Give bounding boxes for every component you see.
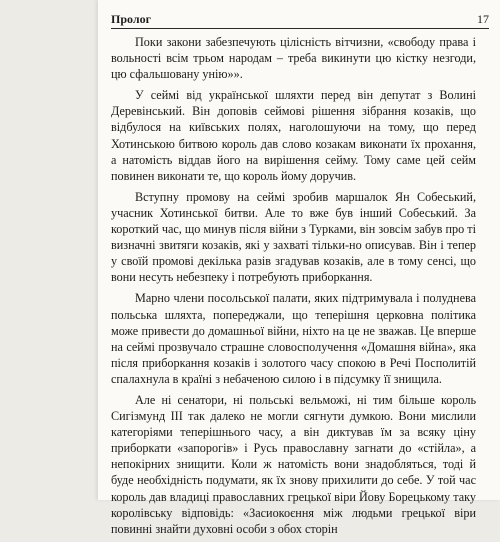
paragraph: Але ні сенатори, ні польські вельможі, ні тим більше король Сигізмунд III так далеко не могли сягнути думкою. Вони мислили категоріями теперішнього часу, а він диктував їм за всяку ціну приборкати «запорогів» і Русь православну загнати до «стійла», а непокірних знищити. Коли ж натомість вони знадобляться, тоді й буде необхідність подумати, як їх знову прихилити до себе. У той час король дав владиці православних грецької віри Йову Борецькому таку королівську відповідь: «Засиокоєння між людьми грецької віри повинні знайти духовні особи з обох сторін xyxy=(111,392,476,536)
paragraph: Поки закони забезпечують цілісність вітчизни, «свободу права і вольності всім трьом народам – треба викинути цю кістку незгоди, цю сфальшовану унію»». xyxy=(111,35,476,82)
page-number: 17 xyxy=(477,12,489,26)
paragraph: Марно члени посольської палати, яких підтримувала і полуднева польська шляхта, попереджали, що теперішня церковна політика може привести до домашньої війни, ніхто на це не зважав. Це вперше на сеймі прозвучало страшне словосполучення «Домашня війна», яка після приборкання козаків і золотого часу спокою в Речі Посполитій спалахнула в країні з небаченою силою і в підсумку її знищила. xyxy=(111,291,476,386)
page-header xyxy=(111,12,489,29)
paragraph: Вступну промову на сеймі зробив маршалок Ян Собеський, учасник Хотинської битви. Але то вже був інший Собеський. За короткий час, що минув після війни з Турками, він зовсім забув про ті визначні звитяги козаків, які у захваті тільки-но описував. Він і тепер у своїй промові декілька разів згадував козаків, але в тому сенсі, що вони несуть небезпеку і потребують приборкання. xyxy=(111,189,476,285)
chapter-title: Пролог xyxy=(111,12,152,26)
book-page xyxy=(98,0,500,536)
paragraph: У сеймі від української шляхти перед він депутат з Волині Деревінський. Він доповів сеймові рішення зібрання козаків, що відбулося на київських полях, наголошуючи на тому, що перед Хотинською битвою король дав слово козакам виконати їх прохання, а натомість віддав його на вирішення сейму. Тому саме цей сейм повинен виконати те, що король йому доручив. xyxy=(111,88,476,183)
body-text xyxy=(111,34,476,542)
